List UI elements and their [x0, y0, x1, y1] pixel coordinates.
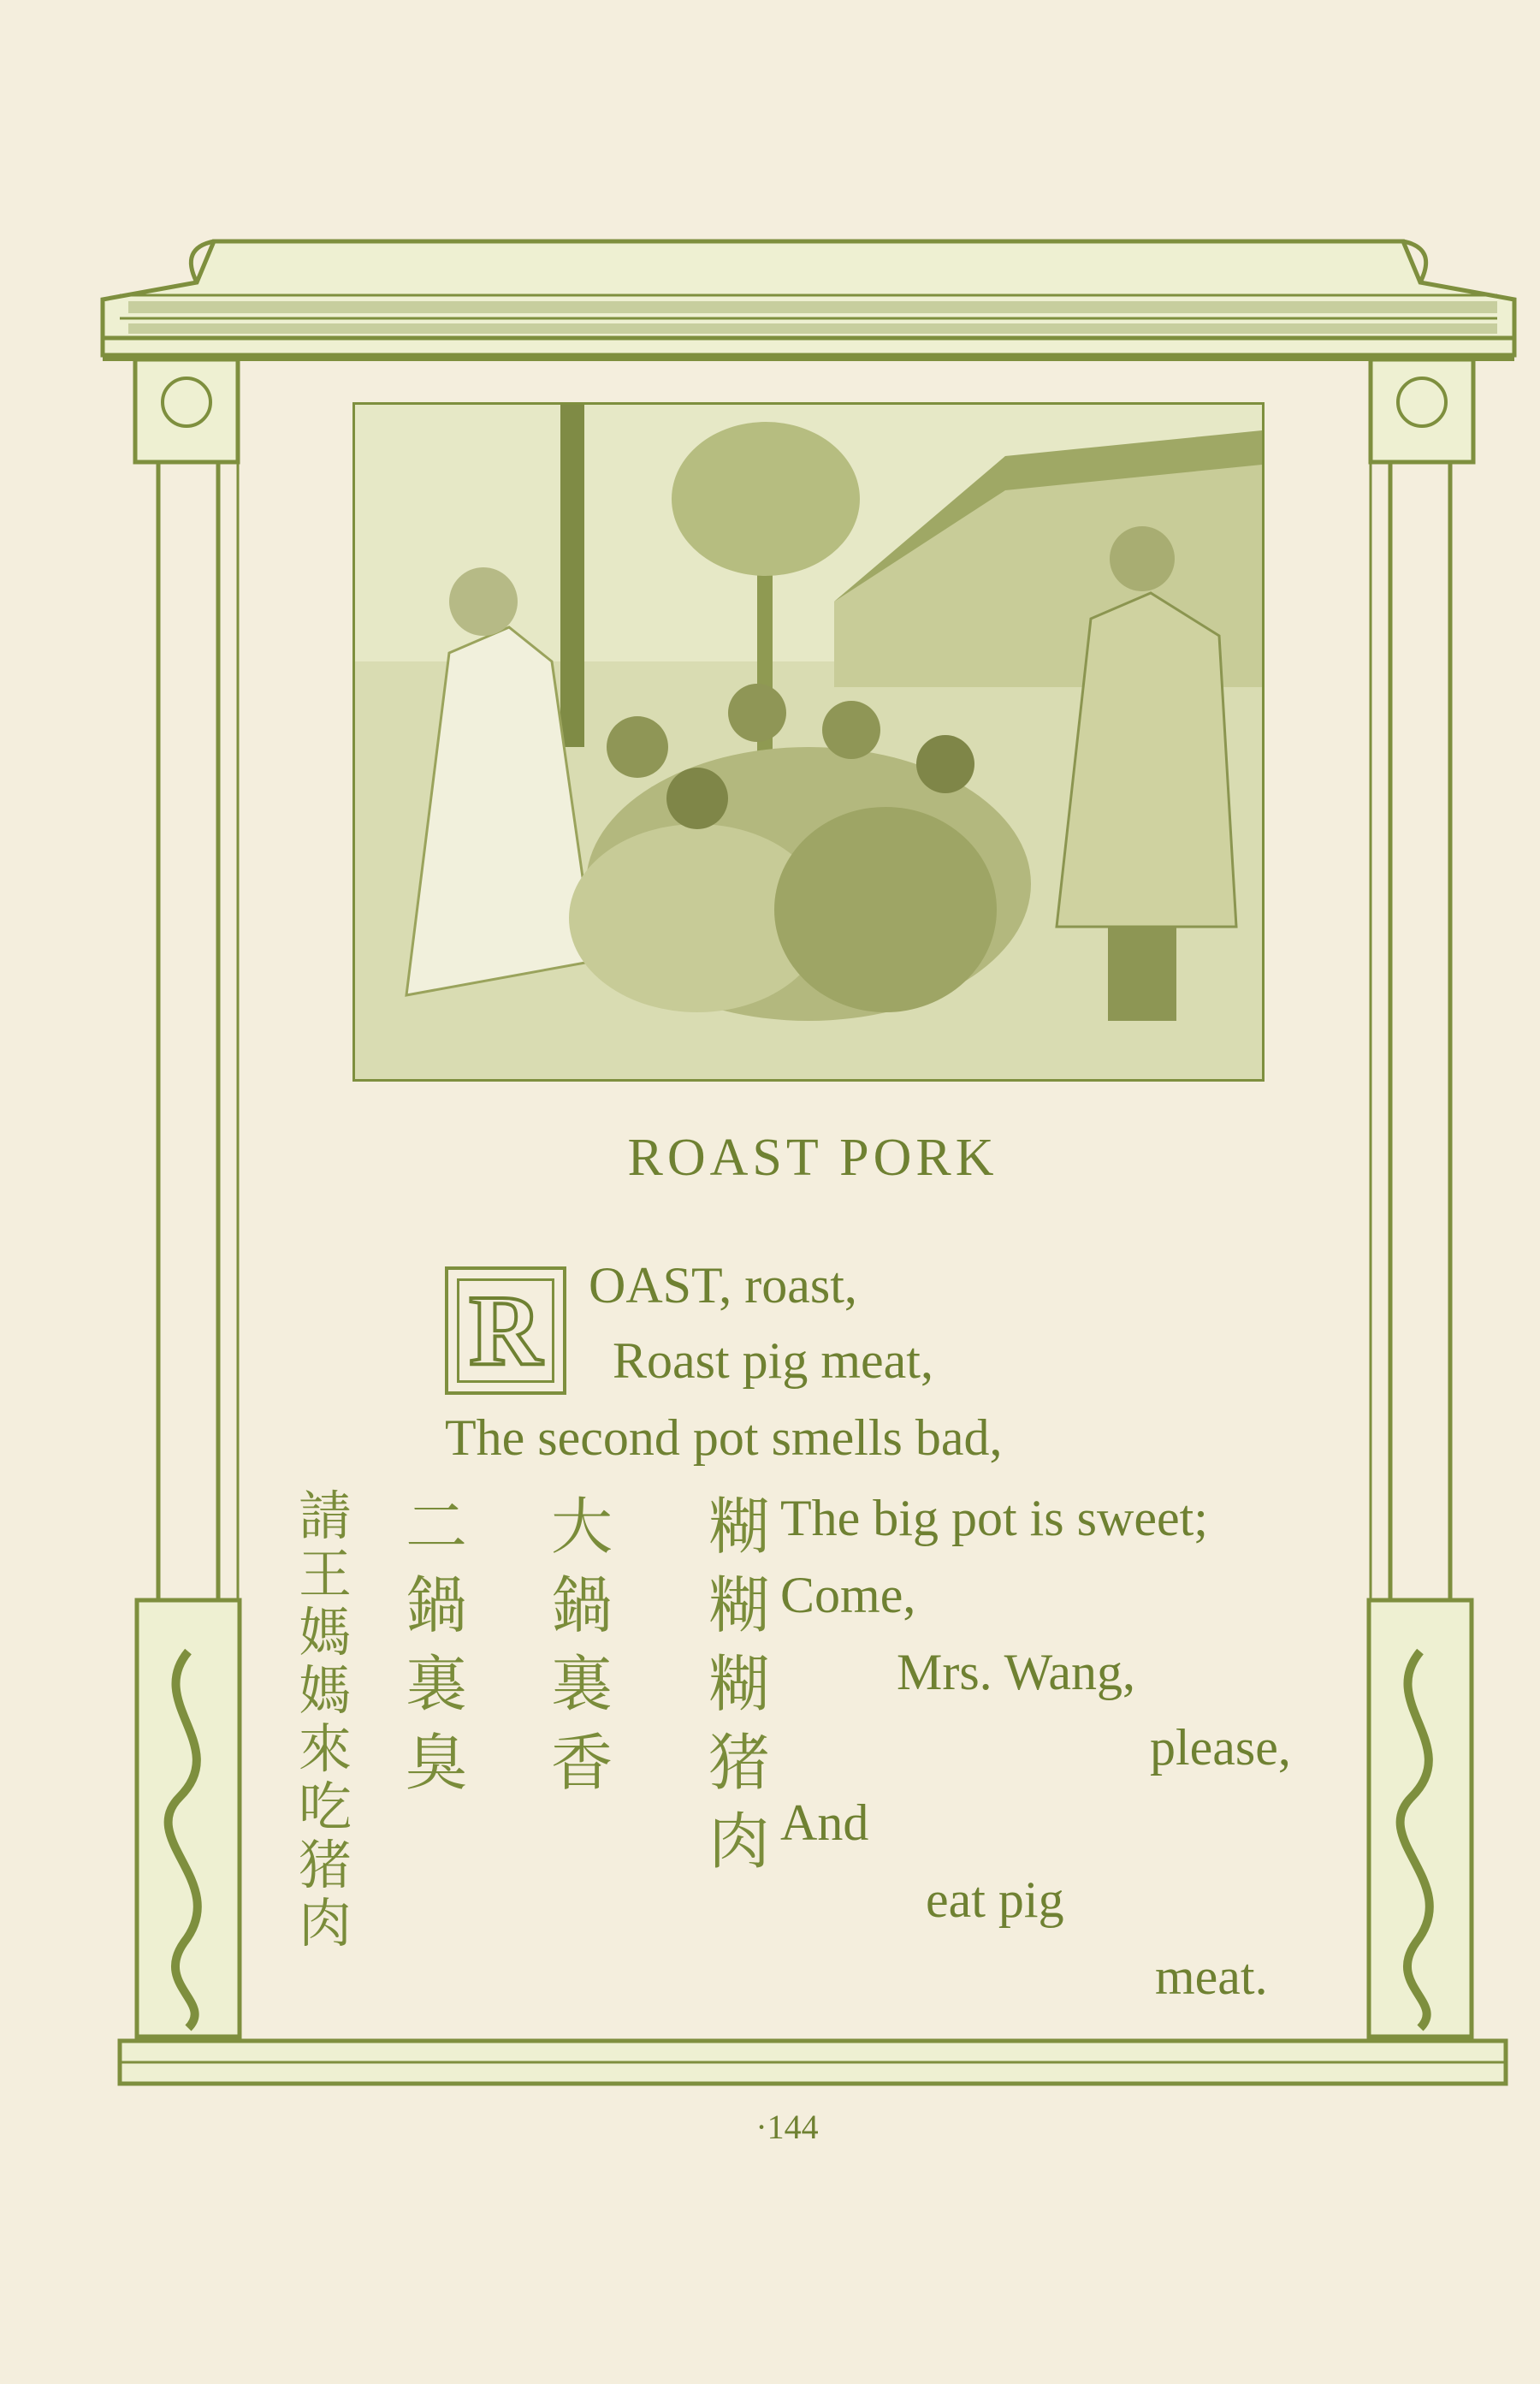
poem-line-5: Come, — [780, 1567, 916, 1623]
photograph-children-eating — [352, 402, 1265, 1082]
chinese-column-3: 二鍋裏臭 — [405, 1491, 467, 1799]
drop-cap-letter: R — [457, 1278, 554, 1383]
page-number: ·144 — [755, 2108, 819, 2146]
poem-line-8: And — [780, 1794, 869, 1851]
poem-line-9: eat pig — [926, 1871, 1064, 1928]
chinese-column-4: 請王媽媽來吃猪肉 — [298, 1485, 352, 1954]
poem-line-3: The second pot smells bad, — [445, 1409, 1003, 1466]
poem-line-7: please, — [1150, 1719, 1291, 1776]
poem-line-2: Roast pig meat, — [613, 1332, 933, 1389]
chinese-column-1: 糊糊糊猪肉 — [708, 1491, 770, 1877]
poem-title: ROAST PORK — [627, 1129, 998, 1187]
poem-line-1: OAST, roast, — [589, 1257, 857, 1314]
photograph-scene — [355, 405, 1262, 1079]
poem-line-4: The big pot is sweet; — [780, 1490, 1208, 1546]
poem-line-10: meat. — [1155, 1948, 1268, 2005]
chinese-column-2: 大鍋裏香 — [550, 1491, 613, 1799]
drop-cap — [445, 1266, 566, 1395]
poem-line-6: Mrs. Wang, — [897, 1644, 1136, 1700]
